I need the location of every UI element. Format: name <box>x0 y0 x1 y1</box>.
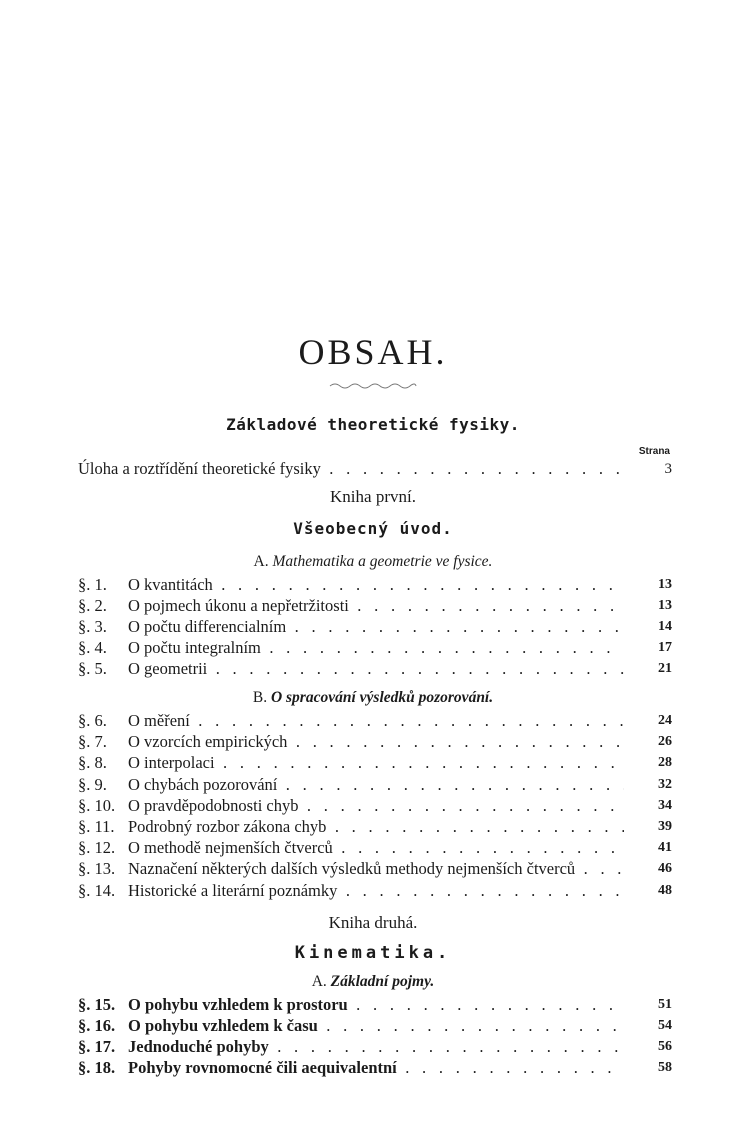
entry-text: O interpolaci <box>128 753 215 773</box>
entry-page: 51 <box>658 997 672 1012</box>
entry-page: 21 <box>658 661 672 676</box>
title-ornament <box>0 380 746 392</box>
toc-entry[interactable] <box>78 880 672 902</box>
toc-entry[interactable] <box>78 1015 672 1037</box>
entry-page: 46 <box>658 861 672 877</box>
toc-entry[interactable] <box>78 752 672 774</box>
toc-entry[interactable] <box>78 1036 672 1058</box>
entry-text: Historické a literární poznámky <box>128 880 338 900</box>
section-title: Mathematika a geometrie ve fysice. <box>272 553 493 570</box>
book1-section-b <box>0 688 746 708</box>
book1-heading: Všeobecný úvod. <box>293 519 453 538</box>
entry-text: Pohyby rovnomocné čili aequivalentní <box>128 1058 397 1077</box>
section-title: O spracování výsledků pozorování. <box>270 689 494 706</box>
entry-page: 39 <box>658 819 672 834</box>
toc-entry[interactable] <box>78 710 672 732</box>
entry-text: O methodě nejmenších čtverců <box>128 838 333 858</box>
toc-entry[interactable] <box>78 774 672 796</box>
entry-paragraph: §. 10. <box>78 795 116 815</box>
entry-page: 56 <box>658 1039 672 1054</box>
entry-text: O pohybu vzhledem k prostoru <box>128 995 348 1014</box>
entry-page: 48 <box>658 882 672 898</box>
toc-entry[interactable] <box>78 816 672 838</box>
section-letter: A. <box>311 973 327 990</box>
entry-text: O vzorcích empirických <box>128 732 288 752</box>
entry-text: Naznačení některých dalších výsledků methody nejmenších čtverců <box>128 859 576 879</box>
entry-paragraph: §. 12. <box>78 838 116 858</box>
entry-text: O pohybu vzhledem k času <box>128 1016 318 1035</box>
entry-page: 13 <box>658 577 672 592</box>
toc-entry[interactable] <box>78 731 672 753</box>
entry-text: O chybách pozorování <box>128 774 278 794</box>
entry-page: 32 <box>658 776 672 792</box>
toc-entry[interactable] <box>78 616 672 638</box>
toc-entry[interactable] <box>78 574 672 596</box>
entry-paragraph: §. 8. <box>78 753 107 773</box>
entry-text: O pojmech úkonu a nepřetržitosti <box>128 596 349 615</box>
entry-paragraph: §. 2. <box>78 596 107 615</box>
toc-entry[interactable] <box>78 595 672 617</box>
entry-page: 17 <box>658 640 672 655</box>
entry-page: 54 <box>658 1018 672 1033</box>
entry-page: 26 <box>658 734 672 750</box>
toc-entry-intro[interactable] <box>78 458 672 480</box>
entry-paragraph: §. 17. <box>78 1037 116 1056</box>
toc-entry[interactable] <box>78 1057 672 1079</box>
toc-entry[interactable] <box>78 637 672 659</box>
entry-text: O počtu differencialním <box>128 617 287 636</box>
entry-page: 24 <box>658 713 672 728</box>
entry-page: 28 <box>658 755 672 771</box>
entry-paragraph: §. 3. <box>78 617 107 636</box>
section-letter: A. <box>253 553 269 570</box>
entry-page: 3 <box>664 461 672 477</box>
entry-text: O pravděpodobnosti chyb <box>128 795 299 815</box>
book2-label: Kniha druhá. <box>328 913 418 932</box>
book2-heading: Kinematika. <box>294 943 452 963</box>
section-letter: B. <box>252 689 268 706</box>
entry-paragraph: §. 4. <box>78 638 107 657</box>
entry-page: 14 <box>658 619 672 634</box>
entry-paragraph: §. 1. <box>78 575 107 594</box>
page-title: OBSAH. <box>298 332 448 372</box>
entry-paragraph: §. 15. <box>78 995 116 1014</box>
entry-paragraph: §. 13. <box>78 859 116 879</box>
entry-paragraph: §. 11. <box>78 817 115 836</box>
toc-entry[interactable] <box>78 795 672 817</box>
entry-paragraph: §. 7. <box>78 732 107 752</box>
toc-entry[interactable] <box>78 994 672 1016</box>
entry-page: 58 <box>658 1060 672 1075</box>
page-column-label: Strana <box>638 446 670 457</box>
entry-page: 13 <box>658 598 672 613</box>
entry-paragraph: §. 5. <box>78 659 107 678</box>
entry-text: Úloha a roztřídění theoretické fysiky <box>78 459 321 478</box>
entry-text: O počtu integralním <box>128 638 261 657</box>
entry-paragraph: §. 6. <box>78 711 107 730</box>
entry-paragraph: §. 16. <box>78 1016 116 1035</box>
entry-text: O kvantitách <box>128 575 213 594</box>
entry-text: Podrobný rozbor zákona chyb <box>128 817 327 836</box>
toc-entry[interactable] <box>78 837 672 859</box>
section-title: Základní pojmy. <box>330 973 435 990</box>
toc-entry[interactable] <box>78 858 672 880</box>
book2-section-a <box>0 972 746 992</box>
entry-page: 41 <box>658 840 672 856</box>
entry-page: 34 <box>658 797 672 813</box>
entry-paragraph: §. 14. <box>78 880 116 900</box>
book1-section-a <box>0 552 746 572</box>
entry-paragraph: §. 18. <box>78 1058 116 1077</box>
entry-paragraph: §. 9. <box>78 774 107 794</box>
entry-text: Jednoduché pohyby <box>128 1037 269 1056</box>
book1-label: Kniha první. <box>330 487 416 506</box>
entry-text: O měření <box>128 711 190 730</box>
part-heading: Základové theoretické fysiky. <box>226 415 520 434</box>
entry-text: O geometrii <box>128 659 208 678</box>
toc-entry[interactable] <box>78 658 672 680</box>
